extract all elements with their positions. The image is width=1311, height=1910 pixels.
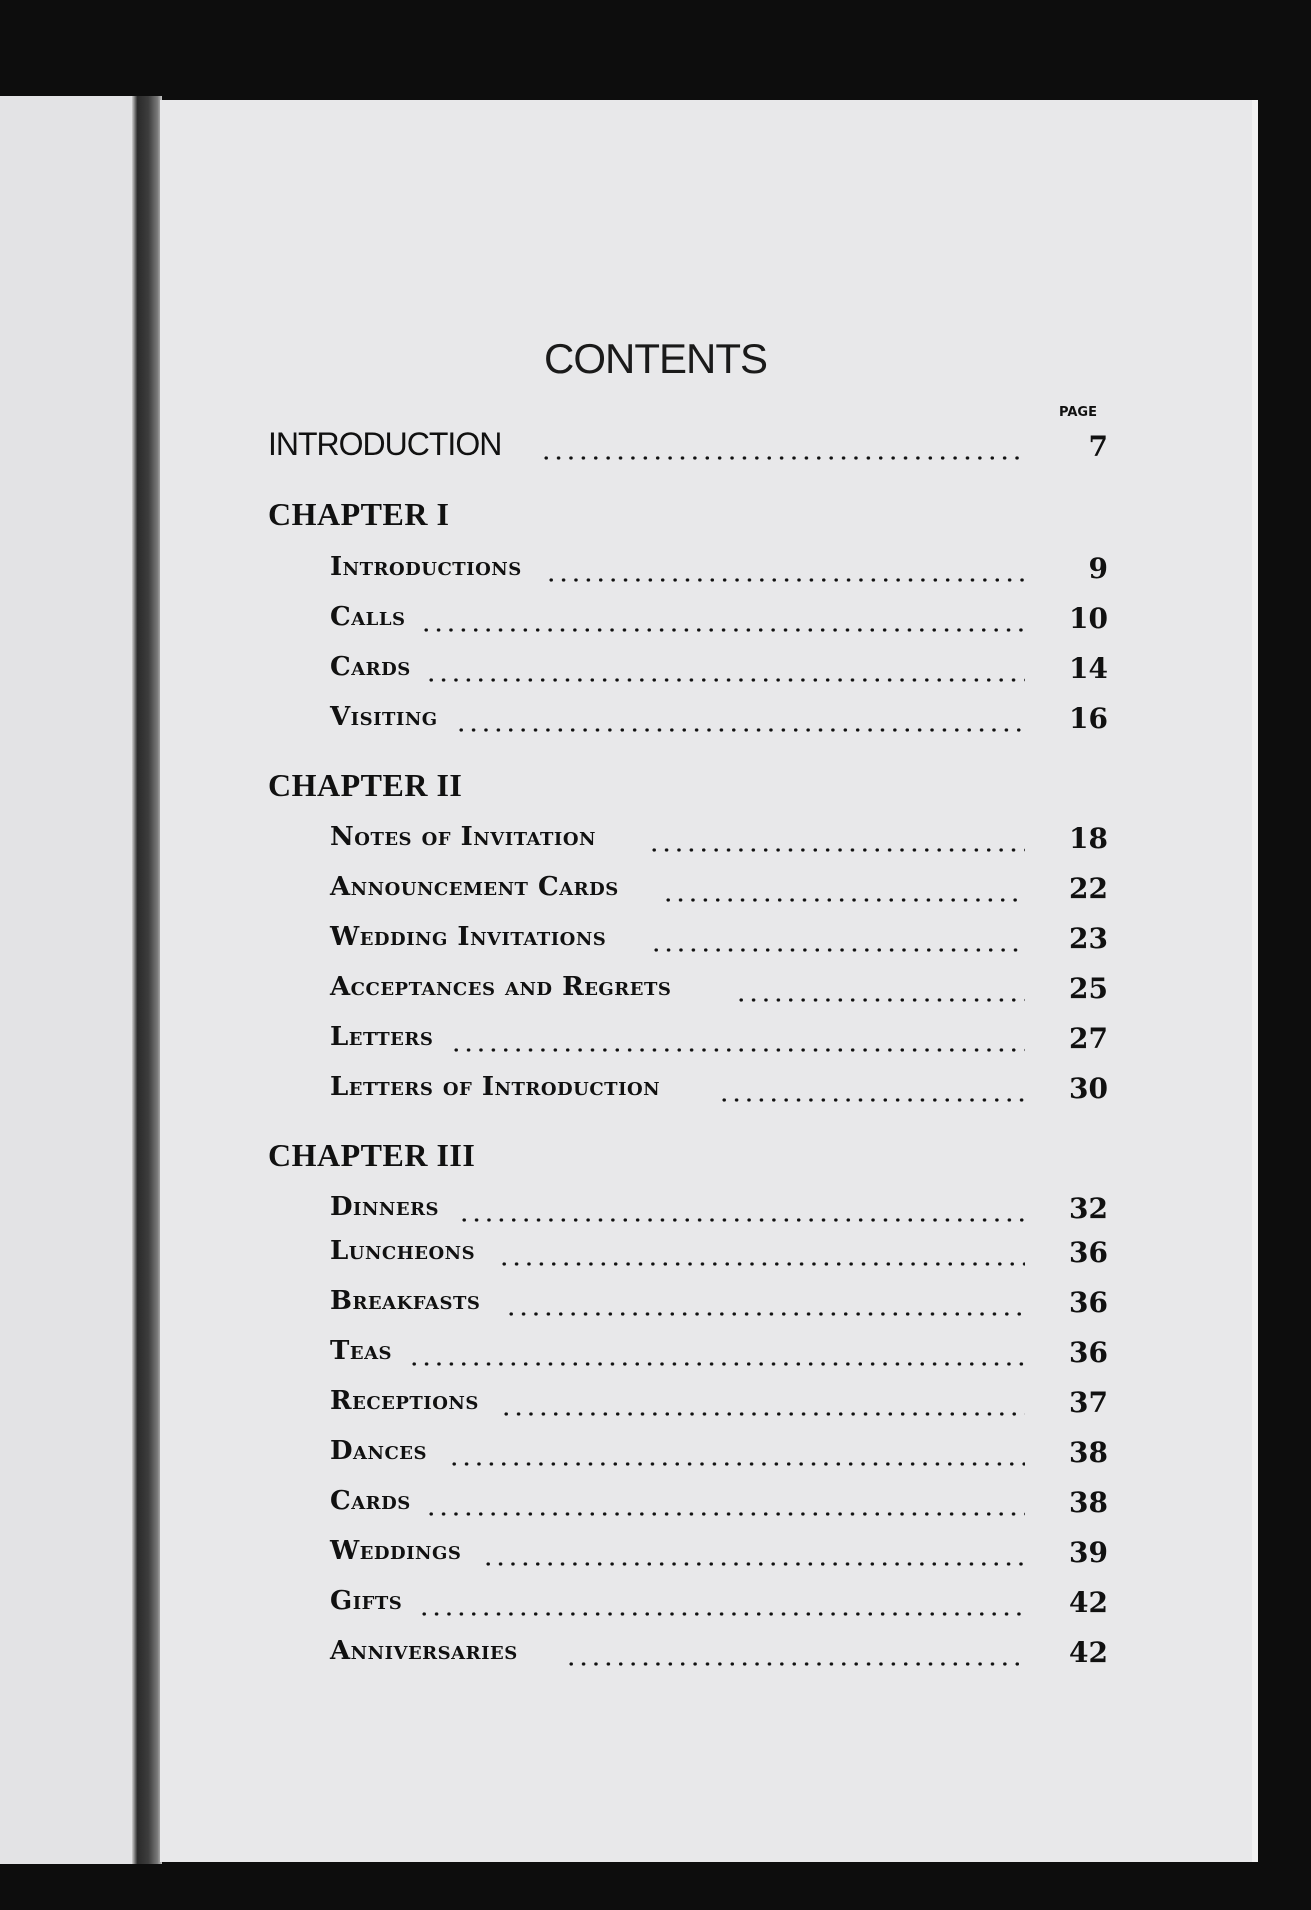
toc-entry-label: Breakfasts xyxy=(330,1286,481,1316)
toc-entry-label: Gifts xyxy=(330,1586,403,1616)
toc-entry xyxy=(0,1536,1311,1576)
toc-entry xyxy=(0,1436,1311,1476)
leader-dots xyxy=(650,948,1025,952)
toc-entry-page: 42 xyxy=(1069,1586,1108,1619)
toc-entry-page: 9 xyxy=(1088,552,1108,585)
leader-dots xyxy=(662,898,1025,902)
toc-entry-page: 36 xyxy=(1069,1236,1108,1269)
toc-entry-page: 22 xyxy=(1069,872,1108,905)
toc-entry-label: Introductions xyxy=(330,552,522,582)
toc-entry-label: Receptions xyxy=(330,1386,479,1416)
toc-entry-page: 25 xyxy=(1069,972,1108,1005)
toc-entry-label: Dances xyxy=(330,1436,428,1466)
toc-entry-page: 16 xyxy=(1069,702,1108,735)
toc-entry-page: 10 xyxy=(1069,602,1108,635)
toc-entry-label: INTRODUCTION xyxy=(268,426,502,462)
toc-entry-label: Acceptances and Regrets xyxy=(330,972,672,1002)
toc-entry-page: 30 xyxy=(1069,1072,1108,1105)
toc-entry xyxy=(0,702,1311,742)
chapter-heading: CHAPTER II xyxy=(268,767,463,803)
leader-dots xyxy=(648,848,1025,852)
leader-dots xyxy=(448,1462,1025,1466)
leader-dots xyxy=(408,1362,1025,1366)
leader-dots xyxy=(505,1312,1025,1316)
toc-entry xyxy=(0,972,1311,1012)
leader-dots xyxy=(498,1262,1025,1266)
toc-entry-page: 14 xyxy=(1069,652,1108,685)
leader-dots xyxy=(458,1218,1025,1222)
toc-entry-label: Letters xyxy=(330,1022,434,1052)
toc-entry-label: Wedding Invitations xyxy=(330,922,607,952)
chapter-heading: CHAPTER III xyxy=(268,1137,476,1173)
toc-entry-label: Anniversaries xyxy=(330,1636,518,1666)
toc-entry xyxy=(0,1386,1311,1426)
toc-entry-page: 39 xyxy=(1069,1536,1108,1569)
toc-entry-label: Calls xyxy=(330,602,406,632)
toc-entry xyxy=(0,1636,1311,1676)
toc-entry xyxy=(0,1022,1311,1062)
toc-entry xyxy=(0,1336,1311,1376)
toc-entry xyxy=(0,822,1311,862)
toc-entry-page: 38 xyxy=(1069,1486,1108,1519)
leader-dots xyxy=(500,1412,1025,1416)
page-title: CONTENTS xyxy=(544,335,767,382)
toc-entry xyxy=(0,652,1311,692)
toc-entry-page: 36 xyxy=(1069,1286,1108,1319)
toc-entry xyxy=(0,1192,1311,1232)
toc-entry-label: Luncheons xyxy=(330,1236,476,1266)
leader-dots xyxy=(425,1512,1025,1516)
toc-entry-page: 27 xyxy=(1069,1022,1108,1055)
leader-dots xyxy=(450,1048,1025,1052)
leader-dots xyxy=(455,728,1025,732)
leader-dots xyxy=(482,1562,1025,1566)
toc-entry-page: 36 xyxy=(1069,1336,1108,1369)
leader-dots xyxy=(540,456,1025,460)
toc-entry-label: Cards xyxy=(330,1486,411,1516)
toc-entry-label: Notes of Invitation xyxy=(330,822,596,852)
leader-dots xyxy=(718,1098,1025,1102)
leader-dots xyxy=(565,1662,1025,1666)
page-column-header: PAGE xyxy=(1059,405,1097,420)
toc-entry-page: 23 xyxy=(1069,922,1108,955)
leader-dots xyxy=(735,998,1025,1002)
toc-entry-label: Visiting xyxy=(330,702,438,732)
leader-dots xyxy=(420,628,1025,632)
toc-entry xyxy=(0,602,1311,642)
toc-entry-label: Announcement Cards xyxy=(330,872,619,902)
toc-entry xyxy=(0,872,1311,912)
toc-entry-introduction xyxy=(0,426,1311,470)
toc-entry-page: 7 xyxy=(1088,430,1108,463)
leader-dots xyxy=(545,578,1025,582)
toc-entry-label: Dinners xyxy=(330,1192,440,1222)
chapter-heading: CHAPTER I xyxy=(268,496,450,532)
leader-dots xyxy=(418,1612,1025,1616)
toc-entry xyxy=(0,1072,1311,1112)
toc-entry xyxy=(0,1586,1311,1626)
toc-entry-label: Cards xyxy=(330,652,411,682)
toc-entry-page: 38 xyxy=(1069,1436,1108,1469)
toc-entry xyxy=(0,922,1311,962)
toc-entry xyxy=(0,1486,1311,1526)
toc-entry-label: Teas xyxy=(330,1336,393,1366)
toc-entry-page: 37 xyxy=(1069,1386,1108,1419)
toc-entry-label: Weddings xyxy=(330,1536,462,1566)
toc-entry-page: 32 xyxy=(1069,1192,1108,1225)
toc-entry-label: Letters of Introduction xyxy=(330,1072,661,1102)
toc-entry xyxy=(0,552,1311,592)
toc-entry xyxy=(0,1286,1311,1326)
leader-dots xyxy=(425,678,1025,682)
toc-entry xyxy=(0,1236,1311,1276)
toc-entry-page: 42 xyxy=(1069,1636,1108,1669)
toc-entry-page: 18 xyxy=(1069,822,1108,855)
